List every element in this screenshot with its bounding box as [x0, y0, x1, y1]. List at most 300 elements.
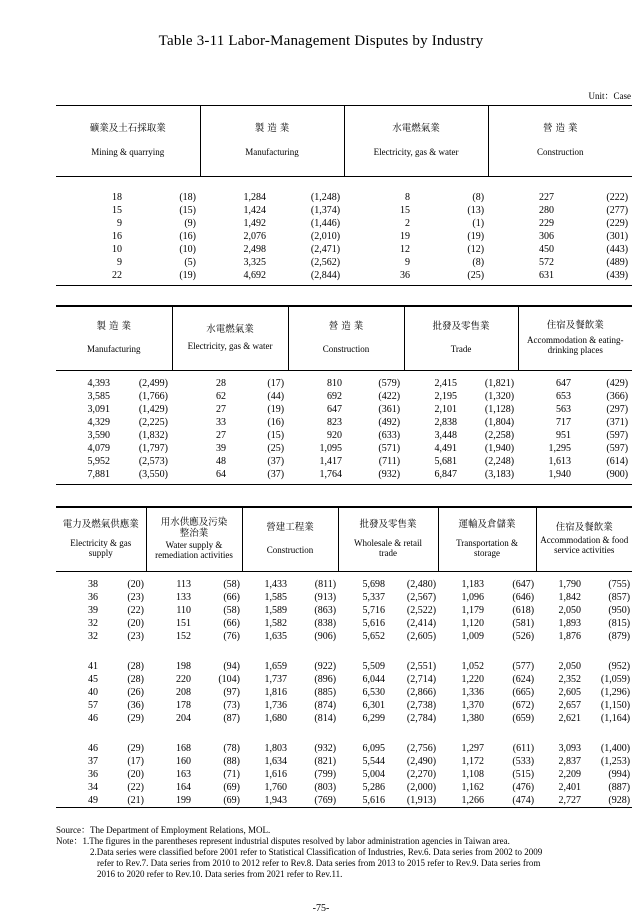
cell-resolved: (29)	[127, 713, 145, 724]
cell-resolved: (614)	[606, 456, 629, 467]
cell-count: 22	[56, 269, 128, 286]
table-row	[56, 256, 632, 269]
cell-count: 1,417	[319, 456, 343, 467]
table-row	[56, 371, 632, 391]
cell-resolved: (2,480)	[406, 579, 437, 590]
cell-resolved: (665)	[512, 687, 535, 698]
table-row	[56, 591, 632, 604]
header-transportation	[438, 507, 536, 572]
table-row	[56, 781, 632, 794]
cell-count: 37	[88, 756, 98, 767]
cell-count: 280	[539, 205, 555, 216]
cell-count: 6,095	[362, 743, 386, 754]
cell-resolved: (1,296)	[600, 687, 631, 698]
table-row	[56, 442, 632, 455]
cell-count: 2,621	[558, 713, 582, 724]
cell-resolved: (803)	[314, 782, 337, 793]
cell-count: 1,120	[461, 618, 485, 629]
cell-resolved: (73)	[223, 700, 241, 711]
cell-resolved: (1,248)	[310, 192, 341, 203]
cell-count: 1,096	[461, 592, 485, 603]
cell-resolved: (811)	[314, 579, 337, 590]
cell-count: 1,183	[461, 579, 485, 590]
table-row	[56, 416, 632, 429]
cell-resolved: (88)	[223, 756, 241, 767]
cell-count: 163	[176, 769, 192, 780]
table-row	[56, 742, 632, 755]
cell-count: 46	[88, 713, 98, 724]
cell-count: 49	[56, 794, 101, 808]
cell-resolved: (2,573)	[138, 456, 169, 467]
cell-resolved: (21)	[101, 794, 146, 808]
header-construction	[242, 507, 338, 572]
cell-resolved: (672)	[512, 700, 535, 711]
header-accommodation	[518, 306, 632, 371]
cell-count: 5,952	[87, 456, 110, 467]
cell-resolved: (66)	[223, 592, 241, 603]
cell-resolved: (2,258)	[484, 430, 515, 441]
cell-resolved: (1,766)	[138, 391, 169, 402]
cell-resolved: (879)	[608, 631, 631, 642]
table-row	[56, 794, 632, 808]
cell-count: 6,530	[362, 687, 386, 698]
cell-resolved: (1,821)	[484, 378, 515, 389]
cell-count: 2,209	[558, 769, 582, 780]
cell-resolved: (571)	[378, 443, 401, 454]
cell-count: 4,329	[87, 417, 110, 428]
cell-resolved: (12)	[467, 244, 485, 255]
header-en: Trade	[450, 343, 472, 354]
cell-resolved: (577)	[512, 661, 535, 672]
cell-resolved: (16)	[267, 417, 285, 428]
notes-block	[56, 825, 636, 880]
cell-resolved: (928)	[584, 794, 632, 808]
cell-resolved: (25)	[416, 269, 488, 286]
cell-resolved: (646)	[512, 592, 535, 603]
cell-count: 631	[488, 269, 560, 286]
cell-resolved: (2,714)	[406, 674, 437, 685]
cell-count: 1,582	[264, 618, 288, 629]
cell-resolved: (5)	[184, 257, 197, 268]
cell-count: 1,659	[264, 661, 288, 672]
header-construction	[288, 306, 404, 371]
cell-count: 2,837	[558, 756, 582, 767]
cell-count: 306	[539, 231, 555, 242]
spacer-cell	[56, 725, 632, 742]
cell-resolved: (1,128)	[484, 404, 515, 415]
cell-resolved: (429)	[606, 378, 629, 389]
cell-resolved: (950)	[608, 605, 631, 616]
cell-resolved: (2,000)	[406, 782, 437, 793]
table-row	[56, 269, 632, 286]
header-en: Electricity & gas supply	[70, 537, 132, 558]
header-manufacturing	[56, 306, 172, 371]
cell-count: 28	[216, 378, 227, 389]
cell-count: 1,764	[288, 468, 346, 485]
cell-count: 3,448	[434, 430, 458, 441]
table-row	[56, 617, 632, 630]
cell-resolved: (1,446)	[310, 218, 341, 229]
cell-count: 2,415	[434, 378, 458, 389]
cell-count: 1,589	[264, 605, 288, 616]
cell-resolved: (71)	[223, 769, 241, 780]
note-line: 2.Data series were classified before 2001 refer to Statistical Classification of Industries, Rev.6. Data series from 2002 to 2009	[90, 847, 543, 857]
header-zh: 用水供應及污染整治業	[160, 517, 228, 539]
cell-resolved: (896)	[314, 674, 337, 685]
page-number: -75-	[312, 903, 330, 914]
table-row	[56, 230, 632, 243]
cell-resolved: (611)	[512, 743, 535, 754]
cell-resolved: (1,253)	[600, 756, 631, 767]
cell-count: 1,297	[461, 743, 485, 754]
cell-count: 6,044	[362, 674, 386, 685]
cell-resolved: (58)	[223, 605, 241, 616]
cell-resolved: (1,164)	[600, 713, 631, 724]
table-row	[56, 390, 632, 403]
header-en: Mining & quarrying	[91, 147, 165, 158]
cell-resolved: (711)	[378, 456, 401, 467]
cell-resolved: (58)	[223, 579, 241, 590]
cell-count: 32	[88, 631, 98, 642]
cell-count: 36	[88, 592, 98, 603]
cell-resolved: (15)	[267, 430, 285, 441]
cell-resolved: (371)	[606, 417, 629, 428]
cell-count: 19	[400, 231, 411, 242]
cell-count: 450	[539, 244, 555, 255]
cell-resolved: (581)	[512, 618, 535, 629]
cell-count: 2,498	[243, 244, 267, 255]
cell-resolved: (2,225)	[138, 417, 169, 428]
cell-count: 39	[88, 605, 98, 616]
cell-resolved: (2,490)	[406, 756, 437, 767]
cell-count: 62	[216, 391, 227, 402]
header-zh: 住宿及餐飲業	[555, 522, 613, 534]
cell-resolved: (922)	[314, 661, 337, 672]
cell-count: 229	[539, 218, 555, 229]
cell-count: 5,698	[362, 579, 386, 590]
cell-count: 46	[88, 743, 98, 754]
cell-count: 1,634	[264, 756, 288, 767]
cell-resolved: (36)	[127, 700, 145, 711]
cell-count: 5,544	[362, 756, 386, 767]
cell-count: 1,172	[461, 756, 485, 767]
cell-resolved: (366)	[606, 391, 629, 402]
note-line: 2016 to 2020 refer to Rev.10. Data series from 2021 refer to Rev.11.	[97, 869, 343, 879]
cell-resolved: (2,567)	[406, 592, 437, 603]
cell-resolved: (20)	[127, 618, 145, 629]
cell-count: 10	[112, 244, 122, 255]
header-accommodation-food	[536, 507, 632, 572]
cell-count: 4,491	[434, 443, 458, 454]
cell-count: 1,760	[264, 782, 288, 793]
cell-count: 2,657	[558, 700, 582, 711]
cell-count: 164	[176, 782, 192, 793]
header-en: Construction	[322, 343, 370, 354]
cell-count: 3,325	[243, 257, 267, 268]
table-row	[56, 755, 632, 768]
header-zh: 水電燃氣業	[206, 324, 254, 336]
cell-resolved: (515)	[512, 769, 535, 780]
cell-count: 199	[146, 794, 194, 808]
cell-count: 1,803	[264, 743, 288, 754]
header-en: Construction	[537, 147, 584, 158]
cell-count: 572	[539, 257, 555, 268]
cell-resolved: (17)	[267, 378, 285, 389]
table-row	[56, 243, 632, 256]
header-en: Manufacturing	[87, 343, 141, 354]
cell-resolved: (1,320)	[484, 391, 515, 402]
table-row	[56, 660, 632, 673]
cell-resolved: (439)	[560, 269, 632, 286]
cell-count: 27	[216, 404, 227, 415]
table-row	[56, 699, 632, 712]
cell-count: 563	[556, 404, 572, 415]
cell-count: 3,093	[558, 743, 582, 754]
cell-resolved: (1,913)	[388, 794, 438, 808]
cell-count: 1,737	[264, 674, 288, 685]
table-row	[56, 572, 632, 592]
cell-resolved: (26)	[127, 687, 145, 698]
cell-count: 33	[216, 417, 227, 428]
cell-count: 1,370	[461, 700, 485, 711]
cell-resolved: (2,756)	[406, 743, 437, 754]
cell-count: 6,301	[362, 700, 386, 711]
cell-count: 1,179	[461, 605, 485, 616]
table-row	[56, 673, 632, 686]
cell-count: 5,716	[362, 605, 386, 616]
header-en: Accommodation & eating-drinking places	[527, 334, 624, 355]
cell-count: 2,101	[434, 404, 458, 415]
cell-count: 2,050	[558, 605, 582, 616]
cell-count: 1,433	[264, 579, 288, 590]
cell-resolved: (838)	[314, 618, 337, 629]
cell-count: 2,352	[558, 674, 582, 685]
header-zh: 營 造 業	[543, 122, 578, 134]
cell-resolved: (932)	[346, 468, 404, 485]
cell-count: 1,616	[264, 769, 288, 780]
cell-resolved: (2,499)	[138, 378, 169, 389]
header-zh: 水電燃氣業	[392, 122, 440, 134]
cell-resolved: (2,605)	[406, 631, 437, 642]
table-section-2	[56, 305, 632, 485]
cell-resolved: (23)	[127, 592, 145, 603]
header-wholesale	[338, 507, 438, 572]
cell-count: 2	[405, 218, 411, 229]
cell-resolved: (1,832)	[138, 430, 169, 441]
table-row	[56, 403, 632, 416]
cell-count: 113	[176, 579, 192, 590]
cell-count: 5,337	[362, 592, 386, 603]
cell-count: 1,876	[558, 631, 582, 642]
cell-resolved: (94)	[223, 661, 241, 672]
header-zh: 製 造 業	[254, 122, 290, 134]
cell-count: 5,652	[362, 631, 386, 642]
table-row	[56, 768, 632, 781]
header-en: Wholesale & retail trade	[354, 537, 423, 558]
cell-resolved: (2,270)	[406, 769, 437, 780]
header-zh: 住宿及餐飲業	[546, 320, 604, 332]
cell-count: 1,284	[243, 192, 267, 203]
cell-resolved: (28)	[127, 674, 145, 685]
cell-resolved: (277)	[606, 205, 629, 216]
cell-count: 133	[176, 592, 192, 603]
header-manufacturing	[200, 106, 344, 177]
cell-count: 9	[405, 257, 411, 268]
header-en: Electricity, gas & water	[373, 147, 459, 158]
unit-label: Unit：Case	[588, 91, 631, 101]
header-zh: 批發及零售業	[359, 519, 417, 531]
cell-count: 5,616	[338, 794, 388, 808]
cell-count: 1,052	[461, 661, 485, 672]
table-row	[56, 204, 632, 217]
header-mining	[56, 106, 200, 177]
cell-count: 653	[556, 391, 572, 402]
cell-count: 198	[176, 661, 192, 672]
cell-resolved: (22)	[127, 782, 145, 793]
header-zh: 製 造 業	[96, 321, 132, 333]
table-row	[56, 217, 632, 230]
cell-count: 1,943	[242, 794, 290, 808]
cell-count: 2,050	[558, 661, 582, 672]
cell-count: 16	[112, 231, 122, 242]
cell-count: 2,076	[243, 231, 267, 242]
cell-resolved: (19)	[467, 231, 485, 242]
cell-resolved: (15)	[179, 205, 197, 216]
group-spacer	[56, 643, 632, 660]
cell-count: 1,585	[264, 592, 288, 603]
cell-count: 1,790	[558, 579, 582, 590]
cell-resolved: (97)	[223, 687, 241, 698]
cell-count: 1,295	[548, 443, 572, 454]
cell-count: 48	[216, 456, 227, 467]
cell-resolved: (659)	[512, 713, 535, 724]
cell-resolved: (647)	[512, 579, 535, 590]
table-section-3	[56, 506, 632, 808]
cell-resolved: (37)	[267, 456, 285, 467]
cell-count: 64	[172, 468, 230, 485]
cell-count: 920	[327, 430, 343, 441]
cell-resolved: (8)	[472, 257, 485, 268]
cell-count: 9	[117, 257, 122, 268]
cell-resolved: (476)	[512, 782, 535, 793]
cell-count: 717	[556, 417, 572, 428]
cell-resolved: (533)	[512, 756, 535, 767]
cell-resolved: (229)	[606, 218, 629, 229]
cell-count: 2,401	[558, 782, 582, 793]
header-en: Accommodation & food service activities	[540, 534, 629, 555]
cell-count: 18	[112, 192, 122, 203]
table-row	[56, 468, 632, 485]
cell-count: 1,220	[461, 674, 485, 685]
cell-resolved: (885)	[314, 687, 337, 698]
cell-resolved: (19)	[267, 404, 285, 415]
group-spacer	[56, 725, 632, 742]
cell-resolved: (618)	[512, 605, 535, 616]
cell-count: 1,266	[438, 794, 487, 808]
cell-count: 15	[112, 205, 122, 216]
cell-resolved: (755)	[608, 579, 631, 590]
cell-resolved: (932)	[314, 743, 337, 754]
cell-count: 5,616	[362, 618, 386, 629]
cell-resolved: (906)	[314, 631, 337, 642]
header-electricity	[172, 306, 288, 371]
cell-resolved: (76)	[223, 631, 241, 642]
cell-count: 2,195	[434, 391, 458, 402]
cell-resolved: (994)	[608, 769, 631, 780]
cell-resolved: (297)	[606, 404, 629, 415]
cell-resolved: (952)	[608, 661, 631, 672]
cell-count: 1,009	[461, 631, 485, 642]
header-water-supply	[146, 507, 242, 572]
cell-count: 32	[88, 618, 98, 629]
cell-resolved: (2,551)	[406, 661, 437, 672]
cell-resolved: (900)	[575, 468, 632, 485]
table-row	[56, 686, 632, 699]
cell-resolved: (23)	[127, 631, 145, 642]
cell-resolved: (2,784)	[406, 713, 437, 724]
cell-count: 4,079	[87, 443, 110, 454]
cell-resolved: (913)	[314, 592, 337, 603]
cell-resolved: (2,738)	[406, 700, 437, 711]
cell-resolved: (769)	[290, 794, 338, 808]
cell-count: 178	[176, 700, 192, 711]
table-row	[56, 455, 632, 468]
cell-count: 1,680	[264, 713, 288, 724]
cell-count: 5,004	[362, 769, 386, 780]
cell-resolved: (821)	[314, 756, 337, 767]
cell-count: 40	[88, 687, 98, 698]
header-zh: 營 造 業	[328, 321, 364, 333]
cell-resolved: (3,183)	[461, 468, 518, 485]
cell-resolved: (597)	[606, 443, 629, 454]
cell-resolved: (3,550)	[114, 468, 172, 485]
table-row	[56, 177, 632, 205]
cell-resolved: (66)	[223, 618, 241, 629]
note-line: refer to Rev.7. Data series from 2010 to 2012 refer to Rev.8. Data series from 2013 to 2015 refer to Rev.9. Data series from	[97, 858, 541, 868]
cell-count: 692	[327, 391, 343, 402]
cell-resolved: (69)	[223, 782, 241, 793]
cell-resolved: (1,940)	[484, 443, 515, 454]
cell-resolved: (2,010)	[310, 231, 341, 242]
cell-count: 57	[88, 700, 98, 711]
source-note: Source：The Department of Employment Relations, MOL.	[56, 825, 271, 835]
header-zh: 批發及零售業	[432, 321, 490, 333]
cell-resolved: (104)	[218, 674, 241, 685]
cell-resolved: (874)	[314, 700, 337, 711]
cell-count: 12	[400, 244, 411, 255]
note-line: Note：1.The figures in the parentheses represent industrial disputes resolved by labor administration agencies in Taiwan area.	[56, 836, 510, 846]
header-en: Manufacturing	[245, 147, 299, 158]
cell-resolved: (1,429)	[138, 404, 169, 415]
cell-resolved: (597)	[606, 430, 629, 441]
cell-resolved: (1,804)	[484, 417, 515, 428]
cell-resolved: (17)	[127, 756, 145, 767]
cell-count: 110	[176, 605, 192, 616]
cell-resolved: (422)	[378, 391, 401, 402]
cell-resolved: (2,844)	[272, 269, 344, 286]
cell-count: 1,380	[461, 713, 485, 724]
cell-resolved: (863)	[314, 605, 337, 616]
cell-count: 34	[88, 782, 98, 793]
cell-count: 7,881	[56, 468, 114, 485]
cell-count: 1,492	[243, 218, 267, 229]
cell-resolved: (633)	[378, 430, 401, 441]
cell-count: 2,605	[558, 687, 582, 698]
cell-resolved: (22)	[127, 605, 145, 616]
cell-count: 160	[176, 756, 192, 767]
cell-count: 41	[88, 661, 98, 672]
cell-resolved: (489)	[606, 257, 629, 268]
